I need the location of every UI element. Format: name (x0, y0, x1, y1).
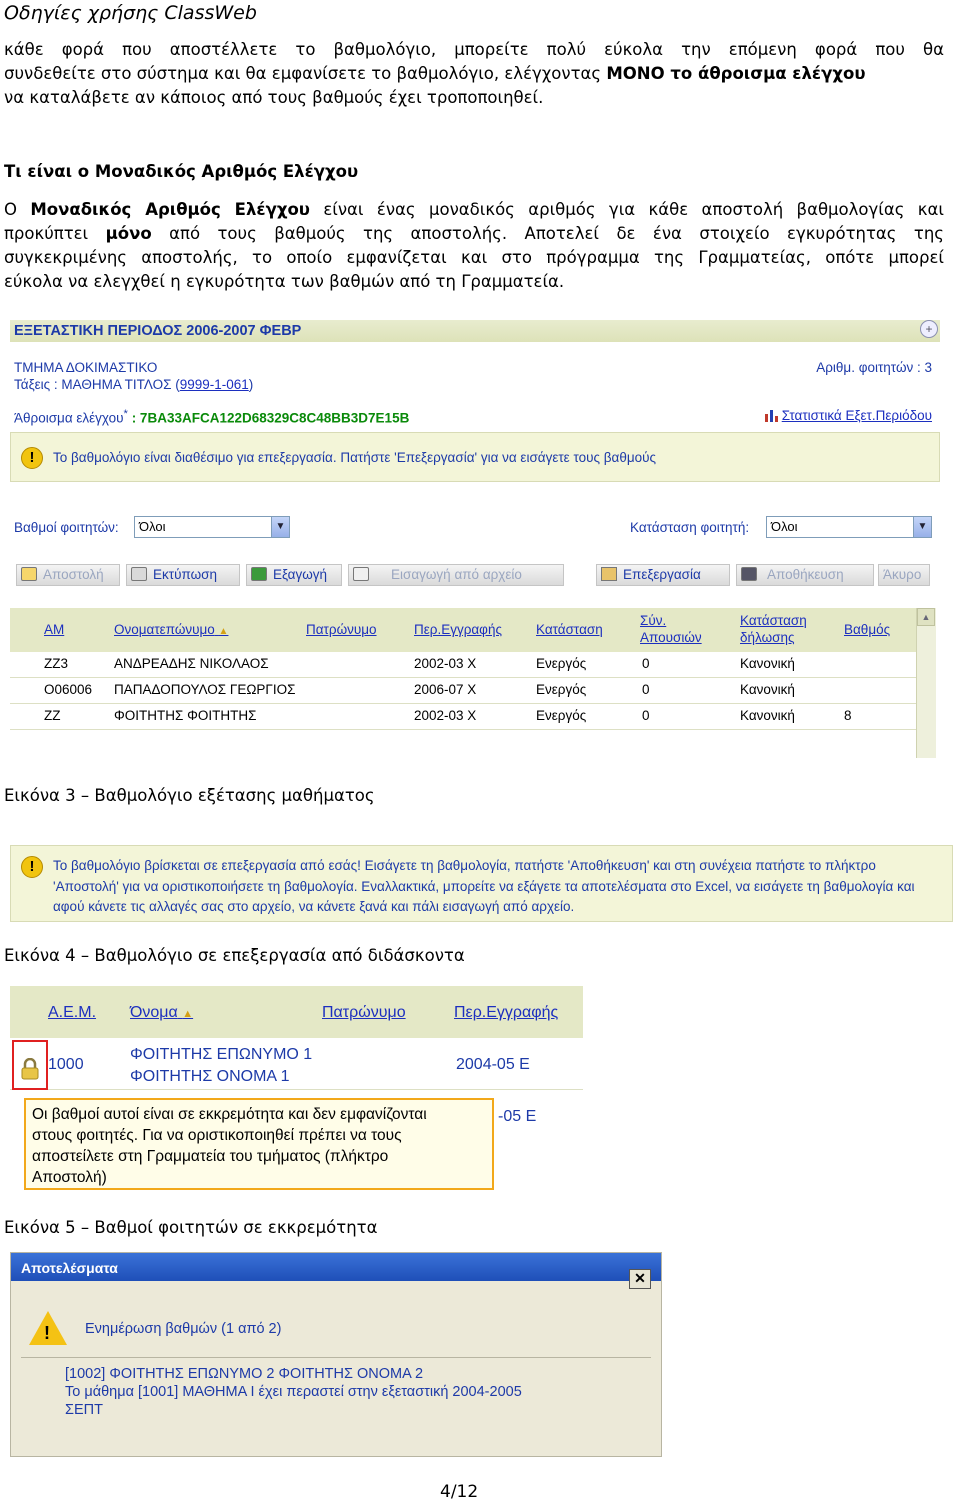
figure-5-screenshot (10, 986, 583, 1198)
send-button-label: Αποστολή (43, 567, 104, 582)
export-button[interactable] (246, 564, 342, 586)
results-messages (65, 1365, 522, 1419)
figure-4-caption: Εικόνα 4 – Βαθμολόγιο σε επεξεργασία από διδάσκοντα (4, 946, 465, 965)
print-button-label: Εκτύπωση (153, 567, 217, 582)
row-absences: 0 (642, 656, 650, 671)
edit-button[interactable] (596, 564, 730, 586)
close-icon[interactable]: ✕ (629, 1269, 651, 1289)
chevron-down-icon[interactable]: ▼ (271, 517, 289, 537)
excel-icon (251, 567, 267, 581)
chevron-down-icon[interactable]: ▼ (913, 517, 931, 537)
col-name-label: Όνομα (130, 1004, 178, 1021)
print-button[interactable] (126, 564, 240, 586)
col-fathers-name[interactable]: Πατρώνυμο (306, 622, 377, 637)
sort-asc-icon: ▲ (218, 626, 229, 637)
row-grade[interactable]: 8 (844, 708, 852, 723)
editing-banner-line-3: αφού κάνετε τις αλλαγές σας στο αρχείο, να κάνετε ξανά και πάλι εισαγωγή από αρχείο. (53, 899, 575, 914)
row-period: 2002-03 Χ (414, 708, 477, 723)
pencil-icon (601, 567, 617, 581)
floppy-disk-icon (741, 567, 757, 581)
class-label (14, 377, 253, 392)
section-line-1-bold: Μοναδικός Αριθμός Ελέγχου (30, 200, 310, 219)
cancel-button[interactable] (878, 564, 930, 586)
row-declaration: Κανονική (740, 708, 795, 723)
scroll-up-icon[interactable]: ▲ (917, 608, 935, 626)
warning-icon: ! (21, 447, 43, 469)
status-filter-value: Όλοι (771, 519, 798, 534)
printer-icon (131, 567, 147, 581)
row-fullname: ΠΑΠΑΔΟΠΟΥΛΟΣ ΓΕΩΡΓΙΟΣ (114, 682, 296, 697)
export-button-label: Εξαγωγή (273, 567, 328, 582)
folder-icon (21, 567, 37, 581)
col-enrollment-period[interactable]: Περ.Εγγραφής (454, 1004, 559, 1021)
grades-filter-value: Όλοι (139, 519, 166, 534)
section-line-2-bold: μόνο (105, 224, 152, 243)
row-period: 2006-07 Χ (414, 682, 477, 697)
results-dialog-title: Αποτελέσματα (11, 1253, 661, 1281)
col-absences-line-2: Απουσιών (640, 630, 702, 645)
row-status: Ενεργός (536, 656, 587, 671)
section-line-2-c: από τους βαθμούς της αποστολής. Αποτελεί δε ένα στοιχείο εγκυρότητας της (151, 224, 944, 243)
tooltip-line-4: Αποστολή) (32, 1169, 107, 1186)
col-fullname[interactable] (114, 622, 228, 637)
row-fullname: ΦΟΙΤΗΤΗΣ ΦΟΙΤΗΤΗΣ (114, 708, 257, 723)
row-period: 2004-05 Ε (456, 1056, 530, 1073)
intro-line-3: να καταλάβετε αν κάποιος από τους βαθμούς έχει τροποποιηθεί. (4, 88, 544, 107)
col-am[interactable]: ΑΜ (44, 622, 65, 637)
send-button[interactable] (16, 564, 120, 586)
update-status: Ενημέρωση βαθμών (1 από 2) (85, 1321, 282, 1337)
pending-tooltip (24, 1098, 494, 1190)
class-suffix: ) (248, 377, 254, 392)
col-name[interactable] (130, 1004, 193, 1022)
col-fathers-name[interactable]: Πατρώνυμο (322, 1004, 406, 1021)
editing-banner-line-1: Το βαθμολόγιο βρίσκεται σε επεξεργασία από εσάς! Εισάγετε τη βαθμολογία, πατήστε 'Αποθήκευση' και στη συνέχεια πατήστε το πλήκτρο (53, 858, 876, 873)
row-status: Ενεργός (536, 708, 587, 723)
checksum-label: Άθροισμα ελέγχου (14, 410, 124, 426)
row-status: Ενεργός (536, 682, 587, 697)
section-heading: Τι είναι ο Μοναδικός Αριθμός Ελέγχου (4, 162, 359, 181)
info-banner-text: Το βαθμολόγιο είναι διαθέσιμο για επεξεργασία. Πατήστε 'Επεξεργασία' για να εισάγετε τους βαθμούς (53, 450, 656, 465)
student-count: Αριθμ. φοιτητών : 3 (816, 360, 932, 375)
import-button-label: Εισαγωγή από αρχείο (391, 567, 522, 582)
editing-banner-text (53, 856, 915, 918)
info-banner (10, 432, 940, 482)
pending-grid-header (10, 986, 583, 1038)
row-period: 2002-03 Χ (414, 656, 477, 671)
import-button[interactable] (348, 564, 564, 586)
sort-asc-icon: ▲ (182, 1008, 194, 1020)
status-filter-select[interactable] (766, 516, 932, 538)
stats-link[interactable]: Στατιστικά Εξετ.Περιόδου (781, 408, 932, 423)
col-declaration-status[interactable] (740, 612, 807, 646)
table-row[interactable] (10, 678, 916, 704)
table-row[interactable] (10, 1038, 583, 1090)
status-filter-label: Κατάσταση φοιτητή: (630, 520, 750, 535)
save-button-label: Αποθήκευση (767, 567, 844, 582)
section-line-2 (4, 222, 944, 246)
exam-period-title: ΕΞΕΤΑΣΤΙΚΗ ΠΕΡΙΟΔΟΣ 2006-2007 ΦΕΒΡ (10, 320, 940, 342)
intro-line-2-bold: ΜΟΝΟ το άθροισμα ελέγχου (606, 64, 866, 83)
row-am: O06006 (44, 682, 93, 697)
intro-line-1: κάθε φορά που αποστέλλετε το βαθμολόγιο, μπορείτε πολύ εύκολα την επόμενη φορά που θα (4, 40, 944, 59)
class-prefix: Τάξεις : ΜΑΘΗΜΑ ΤΙΤΛΟΣ ( (14, 377, 180, 392)
row-firstname: ΦΟΙΤΗΤΗΣ ΟΝΟΜΑ 1 (130, 1068, 290, 1085)
results-message-3: ΣΕΠΤ (65, 1402, 103, 1418)
checksum-star: * (123, 408, 128, 420)
bar-chart-icon (764, 408, 780, 422)
row-am: ΖΖ3 (44, 656, 69, 671)
table-row[interactable] (10, 704, 916, 730)
file-icon (353, 567, 369, 581)
section-line-3: συγκεκριμένης αποστολής, το οποίο εμφανίζεται και στο πρόγραμμα της Γραμματείας, οπότε μπορεί (4, 248, 944, 267)
section-line-2-a: προκύπτει (4, 224, 106, 243)
col-declaration-line-1: Κατάσταση (740, 613, 807, 628)
grades-filter-label: Βαθμοί φοιτητών: (14, 520, 119, 535)
section-line-1 (4, 198, 944, 222)
tooltip-line-2: στους φοιτητές. Για να οριστικοποιηθεί πρέπει να τους (32, 1127, 402, 1144)
row-period-partial: -05 Ε (498, 1108, 537, 1125)
row-declaration: Κανονική (740, 656, 795, 671)
col-status[interactable]: Κατάσταση (536, 622, 603, 637)
cancel-button-label: Άκυρο (883, 567, 922, 582)
table-row[interactable] (10, 652, 916, 678)
row-fullname: ΑΝΔΡΕΑΔΗΣ ΝΙΚΟΛΑΟΣ (114, 656, 269, 671)
checksum-row (14, 408, 409, 426)
grades-filter-select[interactable] (134, 516, 290, 538)
checksum-value: : 7BA33AFCA122D68329C8C48BB3D7E15B (131, 410, 410, 426)
intro-line-2-text: συνδεθείτε στο σύστημα και θα εμφανίσετε το βαθμολόγιο, ελέγχοντας (4, 64, 607, 83)
intro-line-2 (4, 62, 944, 86)
col-enrollment-period[interactable]: Περ.Εγγραφής (414, 622, 502, 637)
row-aem: 1000 (48, 1056, 84, 1073)
save-button[interactable] (736, 564, 874, 586)
row-am: ΖΖ (44, 708, 61, 723)
col-absences-line-1: Σύν. (640, 613, 667, 628)
row-absences: 0 (642, 708, 650, 723)
warning-icon: ! (21, 856, 43, 878)
figure-3-screenshot (10, 320, 940, 765)
collapse-icon[interactable]: + (920, 320, 938, 338)
row-absences: 0 (642, 682, 650, 697)
col-fullname-label: Ονοματεπώνυμο (114, 622, 215, 637)
col-aem[interactable]: Α.Ε.Μ. (48, 1004, 97, 1021)
grid-header (10, 608, 926, 652)
stats-row (764, 408, 932, 423)
editing-banner-line-2: 'Αποστολή' για να οριστικοποιήσετε τη βαθμολογία. Εναλλακτικά, μπορείτε να εξάγετε τα αποτελέσματα στο Excel, να εισάγετε τη βαθμολογία και (53, 878, 915, 894)
grid-scrollbar[interactable] (916, 608, 936, 758)
col-grade[interactable]: Βαθμός (844, 622, 891, 637)
section-line-4: εύκολα να ελεγχθεί η εγκυρότητα των βαθμών από τη Γραμματεία. (4, 272, 565, 291)
tooltip-line-3: αποστείλετε στη Γραμματεία του τμήματος (πλήκτρο (32, 1148, 389, 1165)
col-absences[interactable] (640, 612, 702, 646)
figure-5-caption: Εικόνα 5 – Βαθμοί φοιτητών σε εκκρεμότητα (4, 1218, 378, 1237)
document-header: Οδηγίες χρήσης ClassWeb (4, 2, 257, 24)
divider (21, 1357, 651, 1358)
col-declaration-line-2: δήλωσης (740, 630, 795, 645)
department-label: ΤΜΗΜΑ ΔΟΚΙΜΑΣΤΙΚΟ (14, 360, 158, 375)
tooltip-line-1: Οι βαθμοί αυτοί είναι σε εκκρεμότητα και δεν εμφανίζονται (32, 1106, 427, 1123)
figure-4-banner (10, 845, 953, 922)
figure-3-caption: Εικόνα 3 – Βαθμολόγιο εξέτασης μαθήματος (4, 786, 375, 805)
row-declaration: Κανονική (740, 682, 795, 697)
results-message-2: Το μάθημα [1001] ΜΑΘΗΜΑ Ι έχει περαστεί στην εξεταστική 2004-2005 (65, 1384, 522, 1400)
row-lastname: ΦΟΙΤΗΤΗΣ ΕΠΩΝΥΜΟ 1 (130, 1046, 313, 1063)
results-dialog (10, 1252, 662, 1457)
class-code-link[interactable]: 9999-1-061 (179, 377, 249, 392)
page-number: 4/12 (440, 1482, 479, 1502)
warning-exclamation: ! (44, 1323, 50, 1343)
results-message-1: [1002] ΦΟΙΤΗΤΗΣ ΕΠΩΝΥΜΟ 2 ΦΟΙΤΗΤΗΣ ΟΝΟΜΑ 2 (65, 1366, 424, 1382)
edit-button-label: Επεξεργασία (623, 567, 701, 582)
section-line-1-c: είναι ένας μοναδικός αριθμός για κάθε αποστολή βαθμολογίας και (309, 200, 944, 219)
lock-icon[interactable] (20, 1058, 40, 1085)
section-line-1-a: Ο (4, 200, 31, 219)
